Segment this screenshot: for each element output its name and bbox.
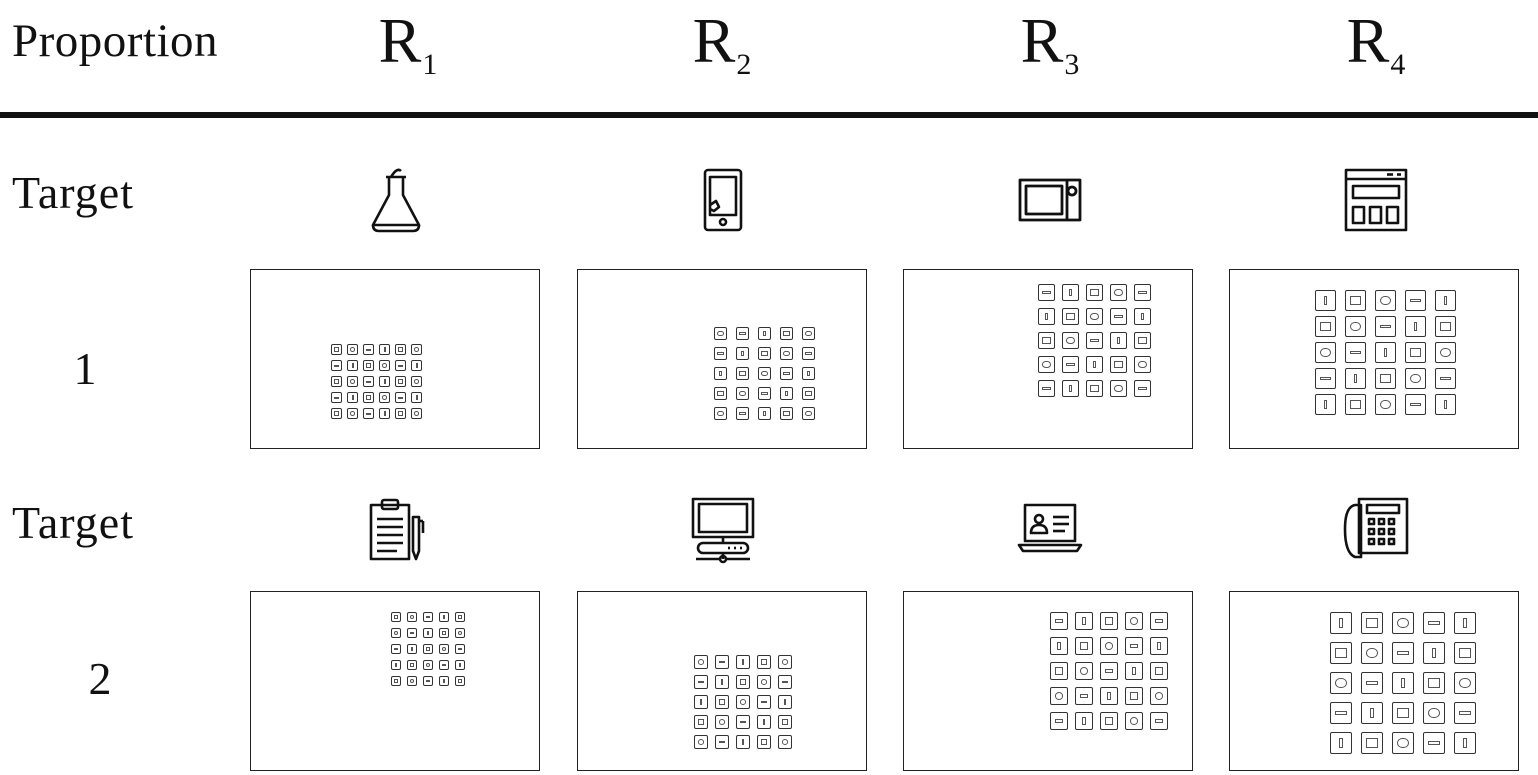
thumbnail-icon	[1125, 637, 1143, 655]
thumbnail-icon	[694, 655, 708, 669]
laptop-profile-icon	[1015, 495, 1085, 565]
thumbnail-icon	[1134, 380, 1151, 397]
thumbnail-icon	[439, 660, 449, 670]
thumbnail-icon	[1454, 612, 1476, 634]
thumbnail-icon	[714, 367, 727, 380]
thumbnail-icon	[715, 735, 729, 749]
thumbnail-icon	[780, 367, 793, 380]
thumbnail-icon	[1100, 662, 1118, 680]
thumbnail-icon	[757, 715, 771, 729]
thumbnail-icon	[363, 376, 374, 387]
column-header-r1: $R_1$	[378, 5, 438, 81]
thumbnail-icon	[1110, 332, 1127, 349]
thumbnail-icon	[455, 644, 465, 654]
thumbnail-icon	[757, 695, 771, 709]
thumbnail-icon	[1315, 316, 1336, 337]
thumbnail-icon	[758, 367, 771, 380]
thumbnail-icon	[778, 675, 792, 689]
thumbnail-icon	[331, 408, 342, 419]
thumbnail-icon	[714, 347, 727, 360]
thumbnail-icon	[736, 407, 749, 420]
thumbnail-icon	[1062, 308, 1079, 325]
thumbnail-icon	[1454, 702, 1476, 724]
icon-grid	[391, 612, 465, 686]
thumbnail-icon	[331, 360, 342, 371]
thumbnail-icon	[1150, 612, 1168, 630]
thumbnail-icon	[363, 408, 374, 419]
thumbnail-icon	[715, 675, 729, 689]
thumbnail-icon	[455, 660, 465, 670]
thumbnail-icon	[1435, 342, 1456, 363]
thumbnail-icon	[1150, 712, 1168, 730]
thumbnail-icon	[439, 612, 449, 622]
thumbnail-icon	[1375, 290, 1396, 311]
thumbnail-icon	[1435, 316, 1456, 337]
thumbnail-icon	[1423, 612, 1445, 634]
thumbnail-icon	[1100, 637, 1118, 655]
thumbnail-icon	[379, 392, 390, 403]
thumbnail-icon	[1423, 702, 1445, 724]
thumbnail-icon	[1375, 316, 1396, 337]
thumbnail-icon	[1150, 687, 1168, 705]
thumbnail-icon	[757, 655, 771, 669]
thumbnail-icon	[1375, 394, 1396, 415]
thumbnail-icon	[736, 327, 749, 340]
thumbnail-icon	[778, 735, 792, 749]
icon-grid	[1038, 284, 1151, 397]
thumbnail-icon	[1125, 687, 1143, 705]
thumbnail-icon	[1150, 637, 1168, 655]
thumbnail-icon	[736, 695, 750, 709]
thumbnail-icon	[736, 735, 750, 749]
thumbnail-icon	[1062, 380, 1079, 397]
thumbnail-icon	[1361, 732, 1383, 754]
thumbnail-icon	[395, 376, 406, 387]
thumbnail-icon	[1345, 394, 1366, 415]
thumbnail-icon	[1050, 662, 1068, 680]
thumbnail-icon	[1086, 356, 1103, 373]
thumbnail-icon	[802, 407, 815, 420]
thumbnail-icon	[411, 360, 422, 371]
thumbnail-icon	[1345, 316, 1366, 337]
proportion-value-row2: 2	[88, 653, 112, 704]
thumbnail-icon	[1330, 672, 1352, 694]
thumbnail-icon	[395, 344, 406, 355]
thumbnail-icon	[1423, 642, 1445, 664]
proportion-value-row1: 1	[73, 343, 97, 394]
column-header-r3: $R_3$	[1020, 5, 1080, 81]
thumbnail-icon	[802, 387, 815, 400]
panel-r4-row2	[1229, 591, 1519, 771]
thumbnail-icon	[347, 392, 358, 403]
header-row	[0, 0, 1538, 112]
thumbnail-icon	[1330, 732, 1352, 754]
target-label-row2: Target	[12, 497, 134, 548]
thumbnail-icon	[1150, 662, 1168, 680]
web-layout-icon	[1341, 165, 1411, 235]
thumbnail-icon	[1062, 332, 1079, 349]
thumbnail-icon	[1423, 672, 1445, 694]
thumbnail-icon	[439, 628, 449, 638]
thumbnail-icon	[1435, 290, 1456, 311]
thumbnail-icon	[1330, 612, 1352, 634]
panel-r3-row1	[903, 269, 1193, 449]
thumbnail-icon	[391, 612, 401, 622]
thumbnail-icon	[1110, 380, 1127, 397]
thumbnail-icon	[1315, 342, 1336, 363]
thumbnail-icon	[1075, 662, 1093, 680]
thumbnail-icon	[1100, 712, 1118, 730]
thumbnail-icon	[363, 344, 374, 355]
thumbnail-icon	[1454, 672, 1476, 694]
thumbnail-icon	[1075, 612, 1093, 630]
thumbnail-icon	[407, 612, 417, 622]
thumbnail-icon	[407, 660, 417, 670]
thumbnail-icon	[1315, 368, 1336, 389]
thumbnail-icon	[802, 367, 815, 380]
thumbnail-icon	[758, 347, 771, 360]
icon-grid	[714, 327, 815, 420]
thumbnail-icon	[1435, 394, 1456, 415]
thumbnail-icon	[1375, 368, 1396, 389]
thumbnail-icon	[1345, 342, 1366, 363]
thumbnail-icon	[1345, 290, 1366, 311]
panel-r2-row2	[577, 591, 867, 771]
thumbnail-icon	[715, 655, 729, 669]
thumbnail-icon	[802, 327, 815, 340]
desk-phone-icon	[1341, 495, 1411, 565]
thumbnail-icon	[423, 660, 433, 670]
thumbnail-icon	[1050, 637, 1068, 655]
thumbnail-icon	[1050, 712, 1068, 730]
thumbnail-icon	[694, 675, 708, 689]
thumbnail-icon	[439, 644, 449, 654]
thumbnail-icon	[1125, 612, 1143, 630]
thumbnail-icon	[1330, 702, 1352, 724]
icon-grid	[1050, 612, 1168, 730]
thumbnail-icon	[411, 408, 422, 419]
column-header-r4: $R_4$	[1346, 5, 1406, 81]
panel-r1-row2	[250, 591, 540, 771]
thumbnail-icon	[802, 347, 815, 360]
thumbnail-icon	[363, 392, 374, 403]
thumbnail-icon	[780, 347, 793, 360]
thumbnail-icon	[1038, 356, 1055, 373]
thumbnail-icon	[347, 344, 358, 355]
thumbnail-icon	[714, 327, 727, 340]
thumbnail-icon	[363, 360, 374, 371]
thumbnail-icon	[423, 676, 433, 686]
thumbnail-icon	[1423, 732, 1445, 754]
thumbnail-icon	[1075, 712, 1093, 730]
thumbnail-icon	[1392, 612, 1414, 634]
thumbnail-icon	[1454, 732, 1476, 754]
clipboard-pen-icon	[361, 495, 431, 565]
thumbnail-icon	[347, 376, 358, 387]
flask-icon	[361, 165, 431, 235]
thumbnail-icon	[736, 675, 750, 689]
thumbnail-icon	[391, 628, 401, 638]
thumbnail-icon	[1361, 672, 1383, 694]
panel-r1-row1	[250, 269, 540, 449]
thumbnail-icon	[736, 715, 750, 729]
thumbnail-icon	[694, 695, 708, 709]
thumbnail-icon	[714, 387, 727, 400]
thumbnail-icon	[1075, 687, 1093, 705]
thumbnail-icon	[758, 327, 771, 340]
thumbnail-icon	[331, 344, 342, 355]
thumbnail-icon	[1086, 332, 1103, 349]
thumbnail-icon	[1392, 642, 1414, 664]
thumbnail-icon	[1345, 368, 1366, 389]
thumbnail-icon	[1361, 612, 1383, 634]
thumbnail-icon	[1062, 284, 1079, 301]
icon-grid	[1330, 612, 1476, 754]
thumbnail-icon	[347, 360, 358, 371]
thumbnail-icon	[1086, 308, 1103, 325]
thumbnail-icon	[758, 407, 771, 420]
thumbnail-icon	[379, 360, 390, 371]
thumbnail-icon	[1125, 662, 1143, 680]
thumbnail-icon	[455, 612, 465, 622]
thumbnail-icon	[407, 644, 417, 654]
thumbnail-icon	[1038, 284, 1055, 301]
thumbnail-icon	[1110, 284, 1127, 301]
thumbnail-icon	[1125, 712, 1143, 730]
monitor-network-icon	[688, 495, 758, 565]
thumbnail-icon	[423, 628, 433, 638]
thumbnail-icon	[758, 387, 771, 400]
thumbnail-icon	[715, 695, 729, 709]
thumbnail-icon	[391, 660, 401, 670]
thumbnail-icon	[757, 735, 771, 749]
thumbnail-icon	[1134, 332, 1151, 349]
thumbnail-icon	[1134, 308, 1151, 325]
thumbnail-icon	[1050, 612, 1068, 630]
microwave-icon	[1015, 165, 1085, 235]
thumbnail-icon	[1038, 308, 1055, 325]
thumbnail-icon	[715, 715, 729, 729]
thumbnail-icon	[391, 644, 401, 654]
thumbnail-icon	[407, 676, 417, 686]
thumbnail-icon	[1050, 687, 1068, 705]
thumbnail-icon	[1100, 687, 1118, 705]
thumbnail-icon	[379, 408, 390, 419]
thumbnail-icon	[423, 612, 433, 622]
thumbnail-icon	[1062, 356, 1079, 373]
thumbnail-icon	[1435, 368, 1456, 389]
thumbnail-icon	[1375, 342, 1396, 363]
header-divider	[0, 112, 1538, 118]
panel-r3-row2	[903, 591, 1193, 771]
thumbnail-icon	[1405, 394, 1426, 415]
thumbnail-icon	[407, 628, 417, 638]
thumbnail-icon	[1454, 642, 1476, 664]
thumbnail-icon	[778, 715, 792, 729]
thumbnail-icon	[1361, 702, 1383, 724]
smartphone-icon	[688, 165, 758, 235]
thumbnail-icon	[1038, 332, 1055, 349]
thumbnail-icon	[736, 387, 749, 400]
thumbnail-icon	[1392, 702, 1414, 724]
thumbnail-icon	[714, 407, 727, 420]
thumbnail-icon	[439, 676, 449, 686]
thumbnail-icon	[780, 387, 793, 400]
thumbnail-icon	[736, 347, 749, 360]
thumbnail-icon	[347, 408, 358, 419]
thumbnail-icon	[395, 408, 406, 419]
thumbnail-icon	[1315, 394, 1336, 415]
column-header-r2: $R_2$	[692, 5, 752, 81]
thumbnail-icon	[455, 628, 465, 638]
thumbnail-icon	[1075, 637, 1093, 655]
thumbnail-icon	[1361, 642, 1383, 664]
thumbnail-icon	[423, 644, 433, 654]
thumbnail-icon	[455, 676, 465, 686]
thumbnail-icon	[1038, 380, 1055, 397]
thumbnail-icon	[1405, 290, 1426, 311]
icon-grid	[1315, 290, 1456, 415]
thumbnail-icon	[1315, 290, 1336, 311]
icon-grid	[694, 655, 792, 749]
proportion-header: Proportion	[12, 15, 219, 67]
thumbnail-icon	[757, 675, 771, 689]
thumbnail-icon	[331, 376, 342, 387]
thumbnail-icon	[379, 376, 390, 387]
thumbnail-icon	[379, 344, 390, 355]
thumbnail-icon	[780, 407, 793, 420]
thumbnail-icon	[331, 392, 342, 403]
thumbnail-icon	[694, 735, 708, 749]
thumbnail-icon	[1110, 356, 1127, 373]
thumbnail-icon	[1330, 642, 1352, 664]
thumbnail-icon	[1392, 672, 1414, 694]
thumbnail-icon	[395, 392, 406, 403]
thumbnail-icon	[1392, 732, 1414, 754]
thumbnail-icon	[1134, 284, 1151, 301]
thumbnail-icon	[778, 695, 792, 709]
thumbnail-icon	[1405, 342, 1426, 363]
panel-r2-row1	[577, 269, 867, 449]
panel-r4-row1	[1229, 269, 1519, 449]
thumbnail-icon	[391, 676, 401, 686]
thumbnail-icon	[1405, 316, 1426, 337]
target-label-row1: Target	[12, 167, 134, 218]
thumbnail-icon	[694, 715, 708, 729]
thumbnail-icon	[395, 360, 406, 371]
thumbnail-icon	[736, 655, 750, 669]
thumbnail-icon	[1100, 612, 1118, 630]
thumbnail-icon	[736, 367, 749, 380]
icon-grid	[331, 344, 422, 419]
thumbnail-icon	[1110, 308, 1127, 325]
thumbnail-icon	[411, 376, 422, 387]
thumbnail-icon	[411, 392, 422, 403]
thumbnail-icon	[780, 327, 793, 340]
thumbnail-icon	[1134, 356, 1151, 373]
thumbnail-icon	[1086, 380, 1103, 397]
thumbnail-icon	[411, 344, 422, 355]
thumbnail-icon	[1086, 284, 1103, 301]
thumbnail-icon	[1405, 368, 1426, 389]
thumbnail-icon	[778, 655, 792, 669]
